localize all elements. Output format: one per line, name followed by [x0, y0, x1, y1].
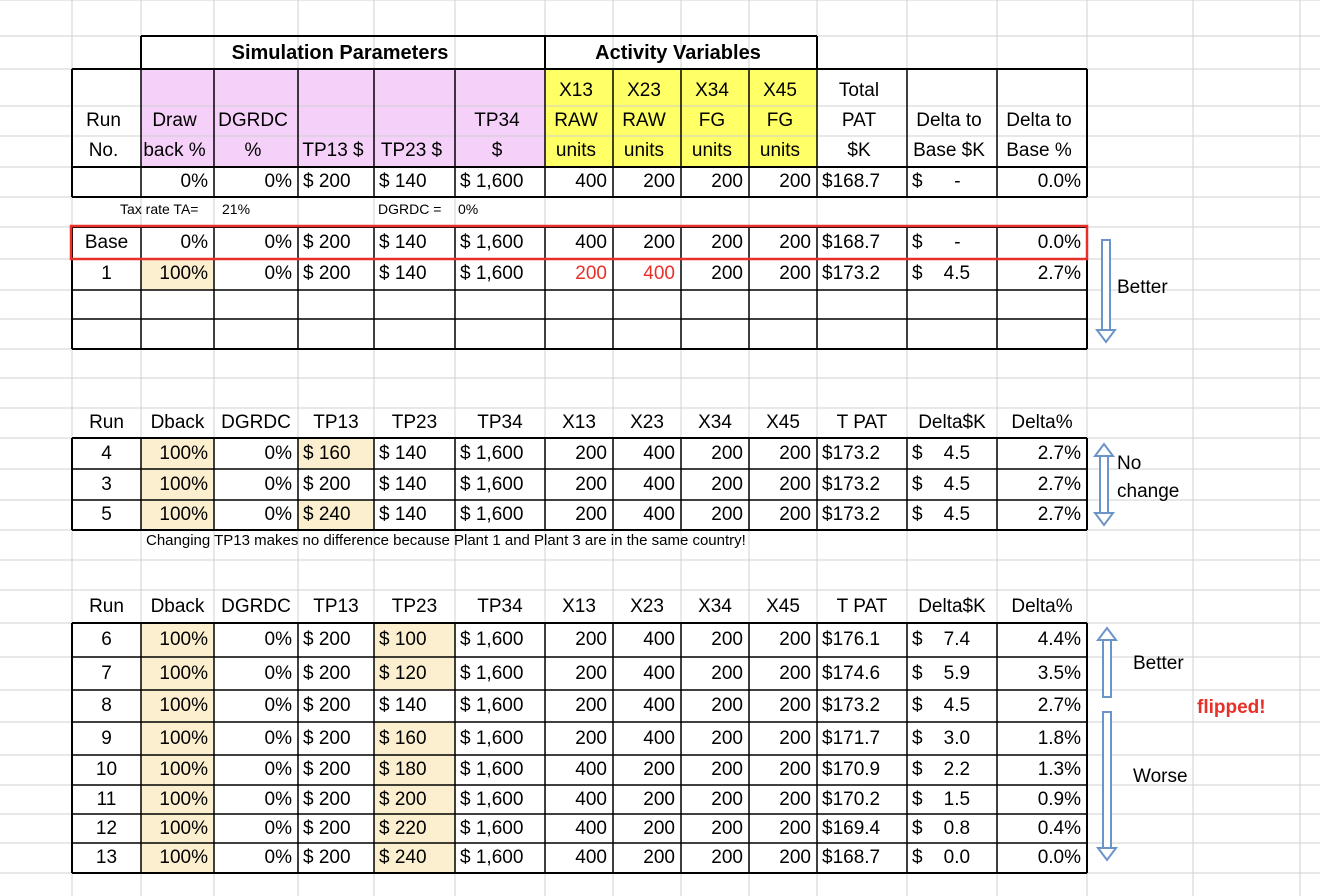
table-cell: $ - — [912, 171, 961, 192]
column-header: Base $K — [913, 140, 985, 161]
column-header: X13 — [562, 596, 596, 617]
column-header: $ — [491, 140, 503, 161]
column-header: TP13 — [313, 412, 359, 433]
table-cell: $ 1,600 — [460, 818, 524, 839]
table-cell: 100% — [159, 695, 208, 716]
column-header: TP34 — [477, 596, 523, 617]
table-cell: $ 2.2 — [912, 759, 971, 780]
column-header: Delta% — [1011, 596, 1073, 617]
column-header: % — [244, 140, 262, 161]
table-cell: 0% — [264, 728, 292, 749]
table-cell: $ 1,600 — [460, 728, 524, 749]
table-cell: $ 200 — [303, 474, 351, 495]
table-cell: $ 200 — [303, 759, 351, 780]
run-number: 8 — [101, 695, 112, 716]
table-cell: 200 — [643, 818, 675, 839]
table-cell: 0.9% — [1037, 789, 1081, 810]
table-cell: 0% — [264, 629, 292, 650]
table-cell: 200 — [575, 443, 607, 464]
run-number: 10 — [95, 759, 118, 780]
column-header: TP23 — [391, 412, 438, 433]
table-cell: 2.7% — [1037, 474, 1081, 495]
table-cell: 200 — [779, 695, 811, 716]
column-header: X34 — [698, 412, 732, 433]
table-cell: 200 — [711, 629, 743, 650]
table-cell: 200 — [779, 818, 811, 839]
table-cell: $ 140 — [379, 232, 427, 253]
column-header: Delta$K — [918, 596, 986, 617]
table-cell: $ 160 — [379, 728, 427, 749]
column-header: units — [623, 140, 665, 161]
column-header: T PAT — [836, 412, 888, 433]
column-header: Delta% — [1011, 412, 1073, 433]
table-cell: $ 100 — [379, 629, 427, 650]
table-cell: 1.8% — [1037, 728, 1081, 749]
table-cell: $173.2 — [822, 504, 881, 525]
column-header: units — [759, 140, 801, 161]
table-cell: 0% — [264, 504, 292, 525]
table-cell: 200 — [711, 663, 743, 684]
run-number: 6 — [101, 629, 112, 650]
column-header: back % — [143, 140, 206, 161]
table-cell: 400 — [575, 847, 607, 868]
column-header: X13 — [559, 80, 593, 101]
column-header: Total — [838, 80, 880, 101]
table-cell: 200 — [779, 629, 811, 650]
table-cell: 200 — [711, 443, 743, 464]
table-cell: 400 — [643, 474, 675, 495]
table-cell: 0% — [264, 474, 292, 495]
table-cell: $ 4.5 — [912, 504, 971, 525]
table-cell: $ 5.9 — [912, 663, 971, 684]
table-cell: $ 140 — [379, 263, 427, 284]
table-cell: 200 — [575, 263, 607, 284]
table-cell: 200 — [711, 759, 743, 780]
column-header: TP34 — [477, 412, 523, 433]
run-number: Base — [84, 232, 129, 253]
run-number: 9 — [101, 728, 112, 749]
table-cell: $ 1,600 — [460, 847, 524, 868]
table-cell: 200 — [779, 789, 811, 810]
table-cell: 400 — [575, 171, 607, 192]
table-cell: $ 4.5 — [912, 695, 971, 716]
dgrdc-label: DGRDC = — [378, 201, 442, 217]
column-header: RAW — [622, 110, 666, 131]
table-cell: 2.7% — [1037, 504, 1081, 525]
down-arrow-icon — [1097, 240, 1115, 342]
table-cell: 400 — [643, 728, 675, 749]
table-cell: $170.2 — [822, 789, 881, 810]
table-cell: $ 0.8 — [912, 818, 971, 839]
table-cell: 400 — [575, 818, 607, 839]
table-cell: $ 220 — [379, 818, 427, 839]
table-cell: 0.4% — [1037, 818, 1081, 839]
table-cell: 200 — [779, 728, 811, 749]
column-header: Delta to — [916, 110, 982, 131]
worse-label: Worse — [1133, 766, 1188, 787]
table-cell: $ 200 — [303, 263, 351, 284]
flipped-label: flipped! — [1197, 697, 1266, 718]
table-cell: $168.7 — [822, 847, 881, 868]
column-header: X23 — [630, 412, 664, 433]
table-cell: 4.4% — [1037, 629, 1081, 650]
table-cell: $ 1,600 — [460, 443, 524, 464]
table-cell: $ 4.5 — [912, 263, 971, 284]
table-cell: $ 140 — [379, 695, 427, 716]
table-cell: 200 — [711, 474, 743, 495]
table-cell: $173.2 — [822, 695, 881, 716]
table-cell: 0% — [264, 695, 292, 716]
column-header: Run — [89, 412, 124, 433]
run-number: 7 — [101, 663, 112, 684]
table-cell: 100% — [159, 818, 208, 839]
better-label: Better — [1133, 653, 1184, 674]
table-cell: 400 — [575, 759, 607, 780]
column-header: X34 — [695, 80, 729, 101]
table-cell: 100% — [159, 474, 208, 495]
table-cell: $ 200 — [303, 789, 351, 810]
table-cell: 0% — [264, 232, 292, 253]
no-change-label: change — [1117, 481, 1180, 502]
table-cell: $174.6 — [822, 663, 881, 684]
table-cell: $176.1 — [822, 629, 881, 650]
table-cell: 200 — [575, 474, 607, 495]
table-cell: 100% — [159, 263, 208, 284]
table-cell: $ 200 — [303, 695, 351, 716]
table-cell: $ 0.0 — [912, 847, 971, 868]
table-cell: $ 1.5 — [912, 789, 971, 810]
better-label: Better — [1117, 277, 1168, 298]
table-cell: $171.7 — [822, 728, 881, 749]
table-cell: 100% — [159, 759, 208, 780]
table-cell: $ 240 — [379, 847, 427, 868]
column-header: X45 — [763, 80, 797, 101]
table-cell: 0% — [264, 263, 292, 284]
table-cell: $ 1,600 — [460, 789, 524, 810]
column-header: X34 — [698, 596, 732, 617]
column-header: Delta to — [1006, 110, 1072, 131]
table-cell: 100% — [159, 847, 208, 868]
table-cell: 200 — [575, 728, 607, 749]
column-header: $K — [847, 140, 871, 161]
table-cell: 2.7% — [1037, 443, 1081, 464]
table-cell: 400 — [643, 263, 675, 284]
column-header: Delta$K — [918, 412, 986, 433]
table-cell: $ 1,600 — [460, 663, 524, 684]
down-arrow-icon — [1098, 712, 1116, 860]
table-cell: 0% — [264, 759, 292, 780]
table-cell: 200 — [575, 629, 607, 650]
table-cell: 0% — [264, 443, 292, 464]
table-cell: 100% — [159, 504, 208, 525]
table-cell: 200 — [643, 232, 675, 253]
table-cell: 200 — [711, 263, 743, 284]
run-number: 3 — [101, 474, 112, 495]
table-cell: 0% — [180, 171, 208, 192]
column-header: X13 — [562, 412, 596, 433]
column-header: Draw — [152, 110, 197, 131]
run-number: 12 — [95, 818, 118, 839]
column-header: FG — [766, 110, 794, 131]
table-cell: $ 1,600 — [460, 759, 524, 780]
table-cell: $ 140 — [379, 474, 427, 495]
column-header: PAT — [841, 110, 877, 131]
column-header: Run — [86, 110, 121, 131]
table-cell: 200 — [575, 663, 607, 684]
table-cell: 0% — [264, 818, 292, 839]
table-cell: 0.0% — [1037, 171, 1081, 192]
column-header: X45 — [766, 412, 800, 433]
table-cell: $ 140 — [379, 171, 427, 192]
table-cell: $168.7 — [822, 171, 881, 192]
table-cell: $ 1,600 — [460, 504, 524, 525]
table-cell: 200 — [779, 443, 811, 464]
table-cell: 200 — [575, 504, 607, 525]
table-cell: $ 3.0 — [912, 728, 971, 749]
table-cell: 200 — [779, 663, 811, 684]
table-cell: $ 200 — [379, 789, 427, 810]
table-cell: $ 1,600 — [460, 474, 524, 495]
column-header: units — [555, 140, 597, 161]
table-cell: $ 180 — [379, 759, 427, 780]
table-cell: 400 — [643, 695, 675, 716]
table-cell: $ 1,600 — [460, 629, 524, 650]
table-cell: 200 — [711, 171, 743, 192]
table-cell: $173.2 — [822, 443, 881, 464]
up-arrow-icon — [1098, 628, 1116, 697]
table-cell: 400 — [643, 629, 675, 650]
table-cell: 400 — [575, 232, 607, 253]
table-cell: 200 — [711, 232, 743, 253]
table-cell: $ 1,600 — [460, 263, 524, 284]
tax-rate-label: Tax rate TA= — [120, 201, 199, 217]
table-cell: 0% — [264, 171, 292, 192]
table-cell: 100% — [159, 789, 208, 810]
table-cell: 100% — [159, 728, 208, 749]
table-cell: 200 — [711, 504, 743, 525]
table-cell: 200 — [711, 695, 743, 716]
table-cell: $ 200 — [303, 818, 351, 839]
column-header: TP23 $ — [380, 140, 443, 161]
column-header: X45 — [766, 596, 800, 617]
table-note: Changing TP13 makes no difference because Plant 1 and Plant 3 are in the same country! — [146, 532, 746, 549]
column-header: units — [691, 140, 733, 161]
column-header: FG — [698, 110, 726, 131]
table-cell: 400 — [575, 789, 607, 810]
table-cell: $ 160 — [303, 443, 351, 464]
table-cell: $169.4 — [822, 818, 881, 839]
table-cell: 200 — [711, 789, 743, 810]
table-cell: $ 200 — [303, 728, 351, 749]
column-header: Base % — [1006, 140, 1072, 161]
table-cell: 200 — [711, 728, 743, 749]
run-number: 11 — [96, 789, 117, 810]
column-header: DGRDC — [221, 412, 291, 433]
table-cell: 200 — [779, 847, 811, 868]
table-cell: 0% — [180, 232, 208, 253]
table-cell: 1.3% — [1037, 759, 1081, 780]
tax-rate-value: 21% — [222, 201, 251, 217]
table-cell: 200 — [779, 232, 811, 253]
column-header: DGRDC — [218, 110, 288, 131]
column-header: TP13 — [313, 596, 359, 617]
table-cell: $ 4.5 — [912, 474, 971, 495]
table-cell: 400 — [643, 443, 675, 464]
section-title-activity: Activity Variables — [595, 42, 761, 64]
table-cell: 0% — [264, 663, 292, 684]
run-number: 1 — [101, 263, 112, 284]
column-header: T PAT — [836, 596, 888, 617]
column-header: RAW — [554, 110, 598, 131]
run-number: 13 — [95, 847, 118, 868]
run-number: 5 — [101, 504, 112, 525]
column-header: Dback — [150, 412, 205, 433]
column-header: TP13 $ — [302, 140, 364, 161]
table-cell: 200 — [711, 847, 743, 868]
table-cell: 200 — [779, 474, 811, 495]
double-arrow-icon — [1095, 444, 1113, 525]
table-cell: 3.5% — [1037, 663, 1081, 684]
table-cell: 200 — [643, 759, 675, 780]
table-cell: 200 — [643, 789, 675, 810]
table-cell: 100% — [159, 663, 208, 684]
table-cell: $173.2 — [822, 474, 881, 495]
table-cell: $ 140 — [379, 504, 427, 525]
table-cell: 200 — [711, 818, 743, 839]
table-cell: 400 — [643, 663, 675, 684]
table-cell: $168.7 — [822, 232, 881, 253]
column-header: X23 — [627, 80, 661, 101]
table-cell: $ 200 — [303, 847, 351, 868]
table-cell: 0.0% — [1037, 847, 1081, 868]
table-cell: $ - — [912, 232, 961, 253]
table-cell: 2.7% — [1037, 695, 1081, 716]
table-cell: 0% — [264, 789, 292, 810]
table-cell: $ 4.5 — [912, 443, 971, 464]
column-header: X23 — [630, 596, 664, 617]
table-cell: $ 200 — [303, 663, 351, 684]
column-header: TP34 — [474, 110, 520, 131]
table-cell: $ 140 — [379, 443, 427, 464]
column-header: Run — [89, 596, 124, 617]
table-cell: 200 — [643, 171, 675, 192]
table-cell: 0.0% — [1037, 232, 1081, 253]
table-cell: 0% — [264, 847, 292, 868]
table-cell: 200 — [643, 847, 675, 868]
section-title-simulation: Simulation Parameters — [231, 42, 449, 64]
table-cell: $ 1,600 — [460, 695, 524, 716]
table-cell: $ 240 — [303, 504, 351, 525]
table-cell: 200 — [779, 759, 811, 780]
no-change-label: No — [1117, 453, 1142, 474]
column-header: Dback — [150, 596, 205, 617]
table-cell: $ 200 — [303, 171, 351, 192]
table-cell: 100% — [159, 629, 208, 650]
table-cell: 200 — [779, 171, 811, 192]
dgrdc-value: 0% — [458, 201, 479, 217]
table-cell: 400 — [643, 504, 675, 525]
table-cell: $ 200 — [303, 629, 351, 650]
table-cell: $170.9 — [822, 759, 881, 780]
column-header: DGRDC — [221, 596, 291, 617]
table-cell: $ 7.4 — [912, 629, 971, 650]
table-cell: 200 — [779, 504, 811, 525]
run-number: 4 — [101, 443, 112, 464]
table-cell: 100% — [159, 443, 208, 464]
table-cell: 2.7% — [1037, 263, 1081, 284]
table-cell: 200 — [779, 263, 811, 284]
table-cell: 200 — [575, 695, 607, 716]
table-cell: $173.2 — [822, 263, 881, 284]
column-header: No. — [88, 140, 119, 161]
table-cell: $ 1,600 — [460, 232, 524, 253]
column-header: TP23 — [391, 596, 438, 617]
table-cell: $ 120 — [379, 663, 427, 684]
table-cell: $ 200 — [303, 232, 351, 253]
table-cell: $ 1,600 — [460, 171, 524, 192]
